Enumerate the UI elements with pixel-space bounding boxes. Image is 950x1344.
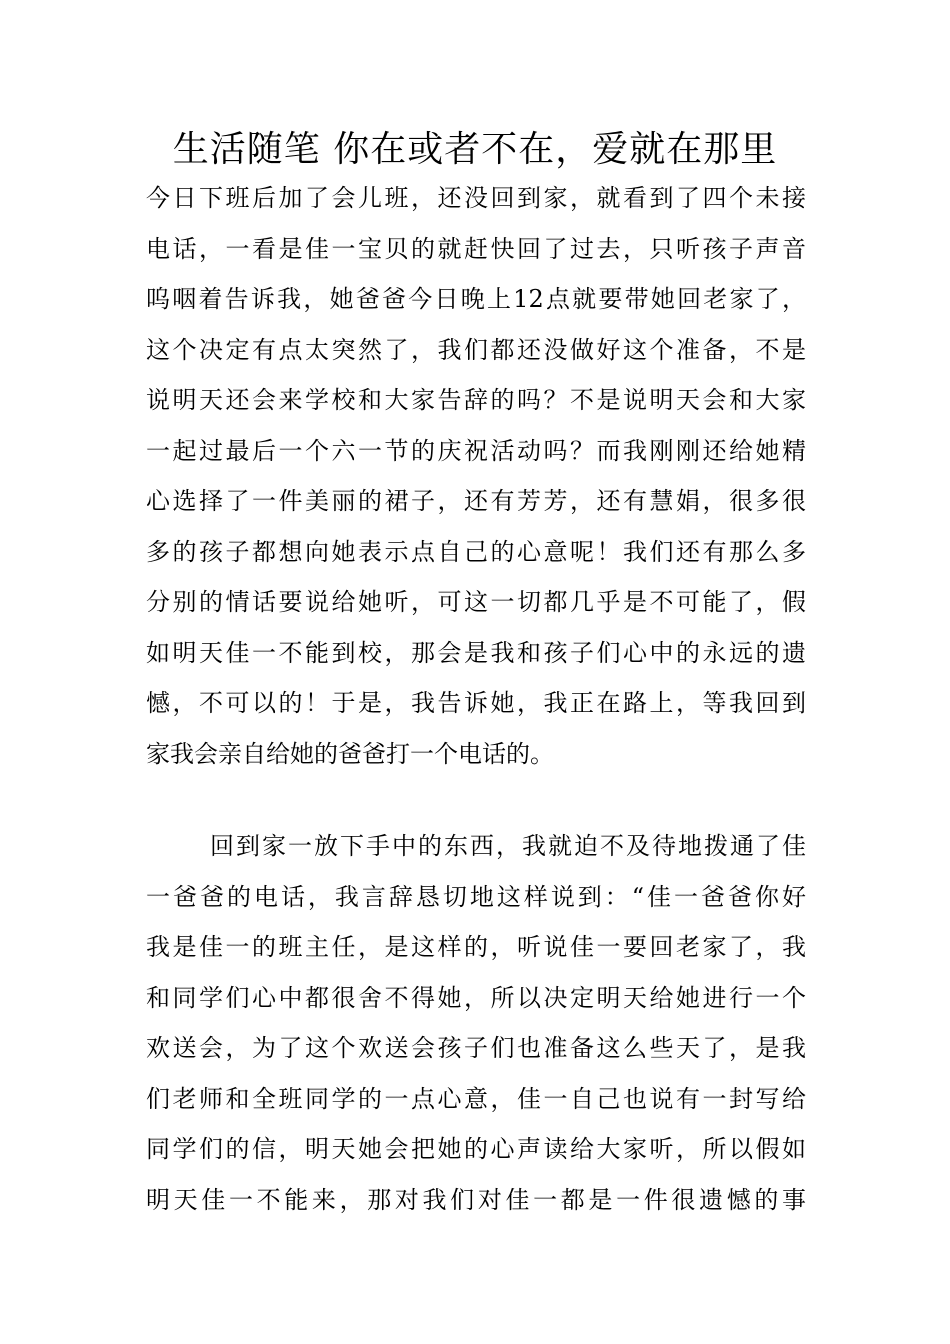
- paragraph-line: 欢送会，为了这个欢送会孩子们也准备这么些天了，是我: [146, 1034, 806, 1062]
- paragraph-line: 今日下班后加了会儿班，还没回到家，就看到了四个未接: [146, 184, 806, 212]
- paragraph-line: 家我会亲自给她的爸爸打一个电话的。: [146, 739, 554, 768]
- paragraph-line: 明天佳一不能来，那对我们对佳一都是一件很遗憾的事: [146, 1185, 806, 1214]
- paragraph-line: 一爸爸的电话，我言辞恳切地这样说到：“佳一爸爸你好: [146, 882, 806, 911]
- paragraph-line: 说明天还会来学校和大家告辞的吗？不是说明天会和大家: [146, 386, 806, 414]
- paragraph-line: 我是佳一的班主任，是这样的，听说佳一要回老家了，我: [146, 933, 806, 961]
- paragraph-line: 这个决定有点太突然了，我们都还没做好这个准备，不是: [146, 335, 806, 364]
- paragraph-line: 如明天佳一不能到校，那会是我和孩子们心中的永远的遗: [146, 638, 806, 667]
- paragraph-line: 回到家一放下手中的东西，我就迫不及待地拨通了佳: [210, 832, 806, 860]
- paragraph-line: 电话，一看是佳一宝贝的就赶快回了过去，只听孩子声音: [146, 234, 806, 263]
- paragraph-line: 憾，不可以的！于是，我告诉她，我正在路上，等我回到: [146, 689, 806, 717]
- paragraph-line: 们老师和全班同学的一点心意，佳一自己也说有一封写给: [146, 1084, 806, 1113]
- paragraph-line: 和同学们心中都很舍不得她，所以决定明天给她进行一个: [146, 983, 806, 1012]
- paragraph-2: [146, 821, 806, 1225]
- paragraph-line: 同学们的信，明天她会把她的心声读给大家听，所以假如: [146, 1135, 806, 1163]
- paragraph-line: 多的孩子都想向她表示点自己的心意呢！我们还有那么多: [146, 537, 806, 566]
- paragraph-1: [146, 173, 806, 779]
- document-title: 生活随笔 你在或者不在，爱就在那里: [172, 129, 778, 170]
- paragraph-line: 心选择了一件美丽的裙子，还有芳芳，还有慧娟，很多很: [146, 487, 806, 515]
- paragraph-line: 一起过最后一个六一节的庆祝活动吗？而我刚刚还给她精: [146, 436, 806, 465]
- paragraph-line: 分别的情话要说给她听，可这一切都几乎是不可能了，假: [146, 588, 806, 616]
- paragraph-line: 呜咽着告诉我，她爸爸今日晚上12点就要带她回老家了，: [146, 285, 806, 313]
